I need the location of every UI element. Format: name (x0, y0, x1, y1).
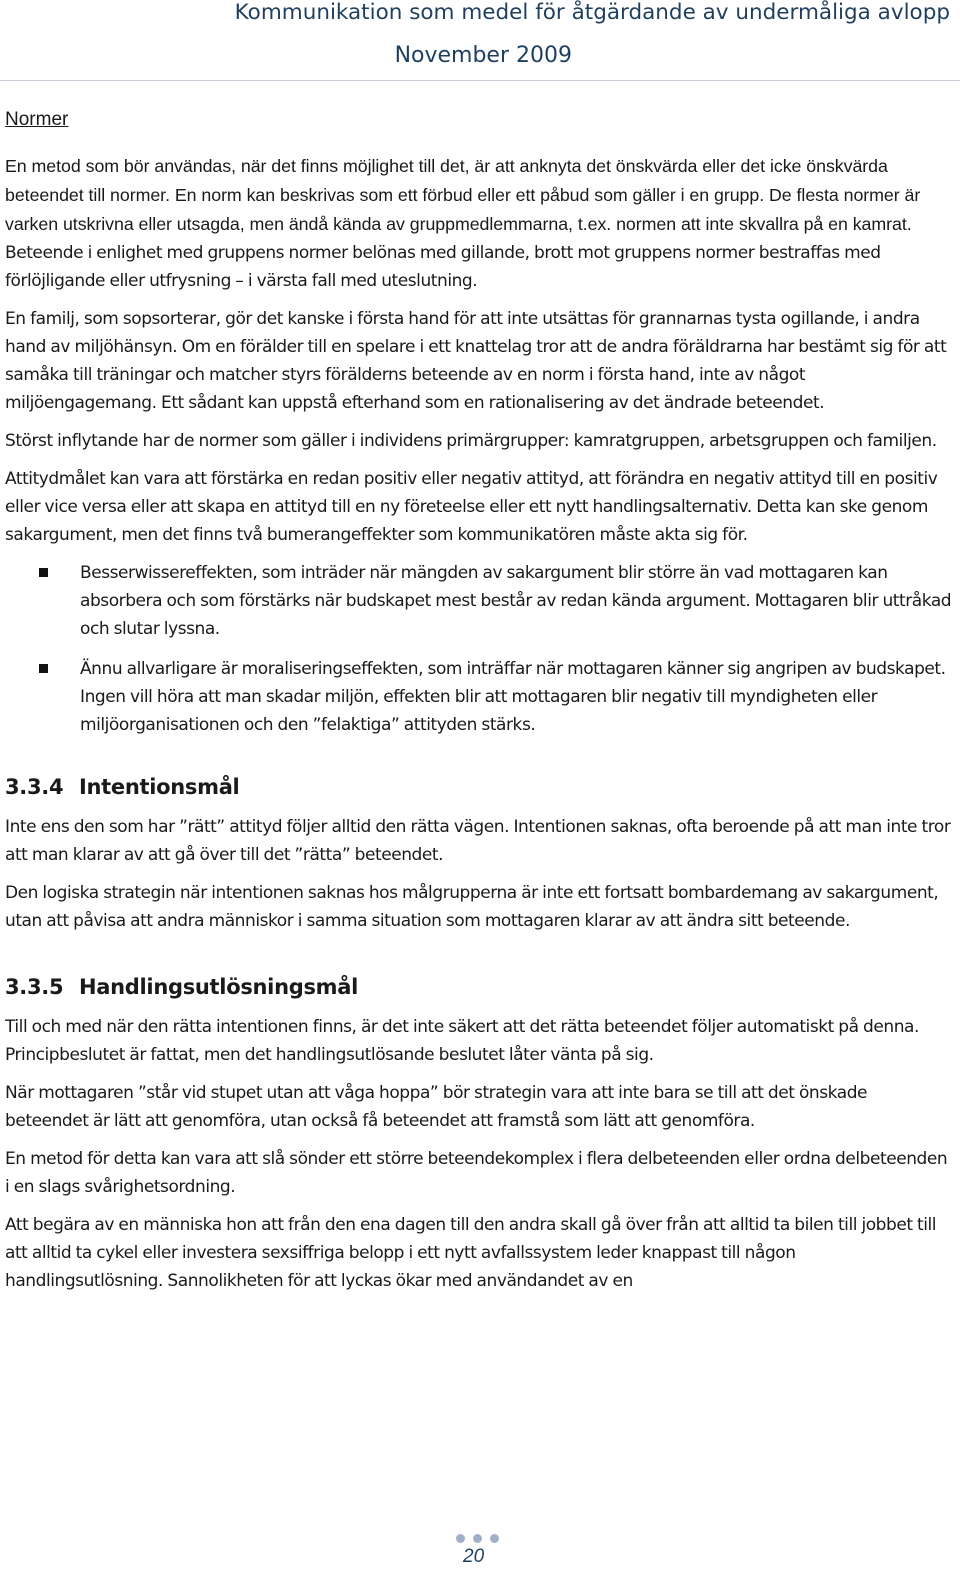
paragraph-intention-2: Den logiska strategin när intentionen saknas hos målgrupperna är inte ett fortsatt bombardemang av sakargument, utan att påvisa att andra människor i samma situation som mottagaren klarar av att ändra sitt beteende. (5, 883, 939, 931)
heading-handlingsutlosningsmal (5, 973, 953, 1001)
paragraph-intention-1: Inte ens den som har ”rätt” attityd följer alltid den rätta vägen. Intentionen saknas, ofta beroende på att man inte tror att man klarar av att gå över till det ”rätta” beteendet. (5, 817, 951, 865)
heading-number: 3.3.4 (5, 775, 64, 799)
list-item-text: Ännu allvarligare är moraliseringseffekten, som inträffar när mottagaren känner sig angripen av budskapet. Ingen vill höra att man skadar miljön, effekten blir att mottagaren blir negativ till myndigheten eller miljöorganisationen och den ”felaktiga” attityden stärks. (80, 659, 946, 735)
paragraph-normer-1-part-a: En metod som bör användas, när det finns möjlighet till det, är att anknyta det önskvärda eller det icke önskvärda beteendet till normer. En norm kan beskrivas som ett förbud eller ett påbud som gäller i en grupp. De flesta normer är varken utskrivna eller utsagda, men ändå kända av gruppmedlemmarna, t.ex. normen att inte skvallra på en kamrat. (5, 156, 921, 234)
footer-dots-icon (456, 1530, 507, 1540)
paragraph-action-3: En metod för detta kan vara att slå sönder ett större beteendekomplex i flera delbeteenden eller ordna delbeteenden i en slags svårighetsordning. (5, 1149, 948, 1197)
header-date: November 2009 (394, 43, 572, 68)
square-bullet-icon (39, 664, 48, 673)
page-footer (0, 1526, 960, 1584)
heading-title: Intentionsmål (79, 775, 240, 799)
bumerang-effect-list (5, 559, 953, 739)
page-header (0, 0, 960, 80)
paragraph-normer-1-part-b: Beteende i enlighet med gruppens normer belönas med gillande, brott mot gruppens normer bestraffas med förlöjligande eller utfrysning – i värsta fall med uteslutning. (5, 243, 881, 291)
header-title: Kommunikation som medel för åtgärdande av undermåliga avlopp (234, 0, 950, 25)
heading-intentionsmal (5, 773, 953, 801)
section-heading-normer: Normer (5, 109, 69, 130)
paragraph-normer-4: Attitydmålet kan vara att förstärka en redan positiv eller negativ attityd, att förändra en negativ attityd till en positiv eller vice versa eller att skapa en attityd till en ny företeelse eller ett nytt handlingsalternativ. Detta kan ske genom sakargument, men det finns två bumerangeffekter som kommunikatören måste akta sig för. (5, 469, 938, 545)
header-divider (0, 80, 960, 81)
dot-icon (473, 1534, 482, 1543)
page-number: 20 (463, 1546, 485, 1567)
paragraph-action-1: Till och med när den rätta intentionen finns, är det inte säkert att det rätta beteendet följer automatiskt på denna. Principbeslutet är fattat, men det handlingsutlösande beslutet låter vänta på sig. (5, 1017, 919, 1065)
square-bullet-icon (39, 568, 48, 577)
heading-number: 3.3.5 (5, 975, 64, 999)
paragraph-normer-2: En familj, som sopsorterar, gör det kanske i första hand för att inte utsättas för grannarnas tysta ogillande, i andra hand av miljöhänsyn. Om en förälder till en spelare i ett knattelag tror att de andra föräldrarna har bestämt sig för att samåka till träningar och matcher styrs förälderns beteende av en norm i första hand, inte av något miljöengagemang. Ett sådant kan uppstå efterhand som en rationalisering av det ändrade beteendet. (5, 309, 947, 413)
paragraph-normer-1 (5, 152, 953, 295)
heading-title: Handlingsutlösningsmål (79, 975, 359, 999)
dot-icon (456, 1534, 465, 1543)
list-item-text: Besserwissereffekten, som inträder när mängden av sakargument blir större än vad mottagaren kan absorbera och som förstärks när budskapet mest består av redan kända argument. Mottagaren blir uttråkad och slutar lyssna. (80, 563, 952, 639)
paragraph-action-2: När mottagaren ”står vid stupet utan att våga hoppa” bör strategin vara att inte bara se till att det önskade beteendet är lätt att genomföra, utan också få beteendet att framstå som lätt att genomföra. (5, 1083, 868, 1131)
paragraph-normer-3: Störst inflytande har de normer som gäller i individens primärgrupper: kamratgruppen, arbetsgruppen och familjen. (5, 431, 937, 451)
paragraph-action-4: Att begära av en människa hon att från den ena dagen till den andra skall gå över från att alltid ta bilen till jobbet till att alltid ta cykel eller investera sexsiffriga belopp i ett nytt avfallssystem leder knappast till någon handlingsutlösning. Sannolikheten för att lyckas ökar med användandet av en (5, 1215, 937, 1291)
dot-icon (490, 1534, 499, 1543)
list-item (5, 559, 953, 643)
page-body (5, 108, 953, 1305)
list-item (5, 655, 953, 739)
